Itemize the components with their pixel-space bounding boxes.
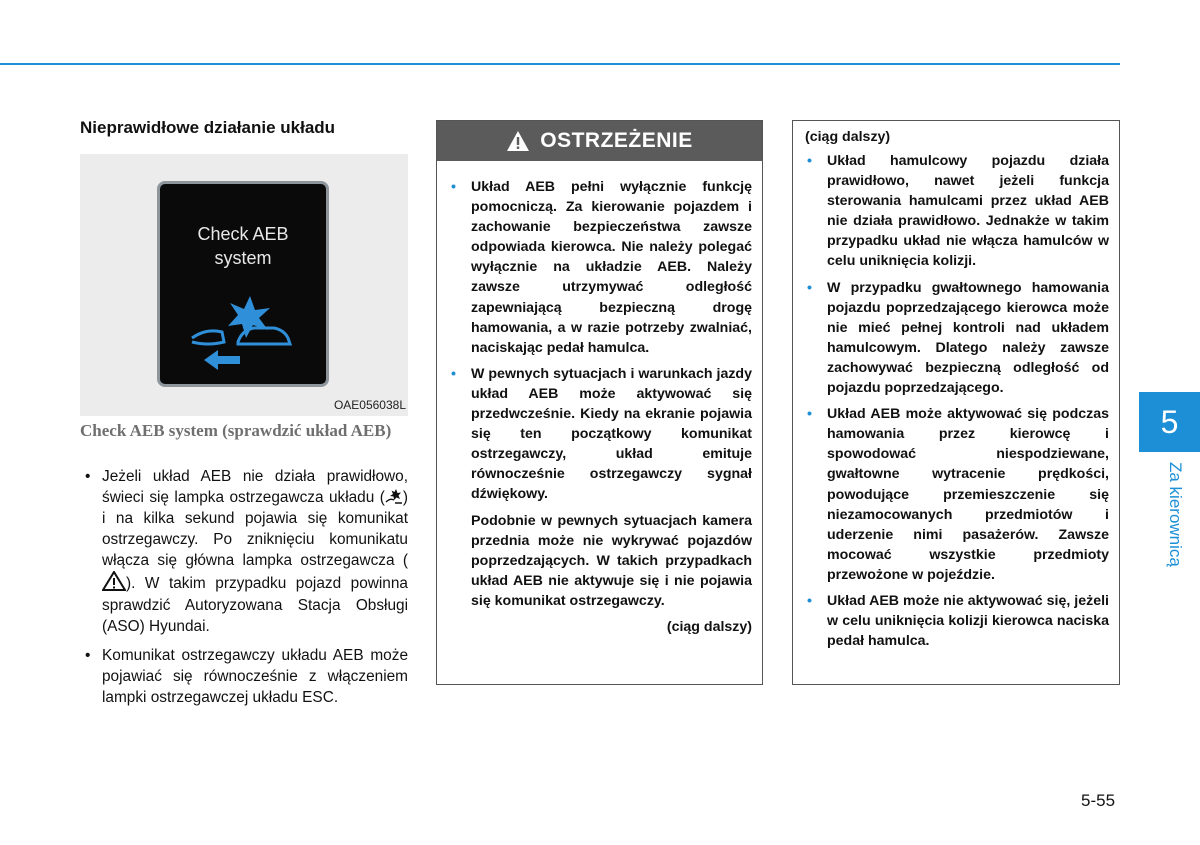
chapter-number-tab: 5 [1139,392,1200,452]
section-heading: Nieprawidłowe działanie układu [80,118,336,137]
display-line-1: Check AEB [197,224,289,244]
warning-title: OSTRZEŻENIE [540,129,693,152]
warning-header [437,121,762,161]
list-item: • Komunikat ostrzegawczy układu AEB może pojawiać się równocześnie z włączeniem lampki ostrzegawczej układu ESC. [80,645,408,708]
continuation-list [793,151,1119,651]
aeb-collision-icon [188,294,298,370]
left-bullet-list [80,466,408,716]
figure-code: OAE056038L [333,398,406,412]
warning-paragraph: Podobnie w pewnych sytuacjach kamera przednia może nie wykrywać pojazdów poprzedzających. W takich przypadkach układ AEB nie aktywuje się i nie pojawia się komunikat ostrzegawczy. [471,512,752,609]
continued-note: (ciąg dalszy) [666,618,752,635]
list-item: • W pewnych sytuacjach i warunkach jazdy układ AEB może aktywować się przedwcześnie. Kiedy na ekranie pojawia się ten początkowy komunikat ostrzegawczy, układ emituje równocześnie ostrzegawczy sygnał dźwiękowy. [449,364,752,505]
list-item: • W przypadku gwałtownego hamowania pojazdu poprzedzającego kierowca może nie mieć pełnej kontroli nad układem hamulcowym. Dlatego należy zawsze zachowywać bezpieczną odległość od pojazdu poprzedzającego. [805,278,1109,399]
list-item: • Układ AEB może aktywować się podczas hamowania przez kierowcę i spowodować niespodziewane, gwałtowne wytracenie prędkości, powodujące przemieszczenie się niezamocowanych przedmiotów i uderzenie nimi pasażerów. Zawsze mocować wszystkie przedmioty przewożone w pojeździe. [805,404,1109,585]
list-item: • Układ AEB pełni wyłącznie funkcję pomocniczą. Za kierowanie pojazdem i zachowanie bezpieczeństwa zawsze odpowiada kierowca. Nie należy polegać wyłącznie na układzie AEB. Należy zawsze utrzymywać odległość zapewniającą bezpieczną drogę hamowania, a w razie potrzeby zwalniać, naciskając pedał hamulca. [449,177,752,358]
warning-triangle-icon [506,130,530,152]
continuation-box [792,120,1120,685]
master-warning-light-icon [102,571,126,591]
cluster-display [157,181,329,387]
aeb-warning-light-icon [385,489,403,505]
display-line-2: system [214,248,272,268]
page-number: 5-55 [1081,791,1116,810]
header-rule [0,63,1120,65]
figure-caption: Check AEB system (sprawdzić układ AEB) [80,421,392,440]
warning-list [437,177,762,505]
continued-label: (ciąg dalszy) [805,129,891,145]
aeb-figure [80,154,408,416]
chapter-title: Za kierownicą [1166,462,1185,567]
list-item: • Jeżeli układ AEB nie działa prawidłowo, świeci się lampka ostrzegawcza układu ( ) i na kilka sekund pojawia się komunikat ostrzegawczy. Po zniknięciu komunikatu włącza się główna lampka ostrzegawcza (). W takim przypadku pojazd powinna sprawdzić Autoryzowana Stacja Obsługi (ASO) Hyundai. [80,466,408,637]
warning-box [436,120,763,685]
list-item: • Układ AEB może nie aktywować się, jeżeli w celu uniknięcia kolizji kierowca naciska pedał hamulca. [805,591,1109,651]
list-item: • Układ hamulcowy pojazdu działa prawidłowo, nawet jeżeli funkcja sterowania hamulcami przez układ AEB nie działa prawidłowo. Jednakże w takim przypadku układ nie włącza hamulców w celu uniknięcia kolizji. [805,151,1109,272]
